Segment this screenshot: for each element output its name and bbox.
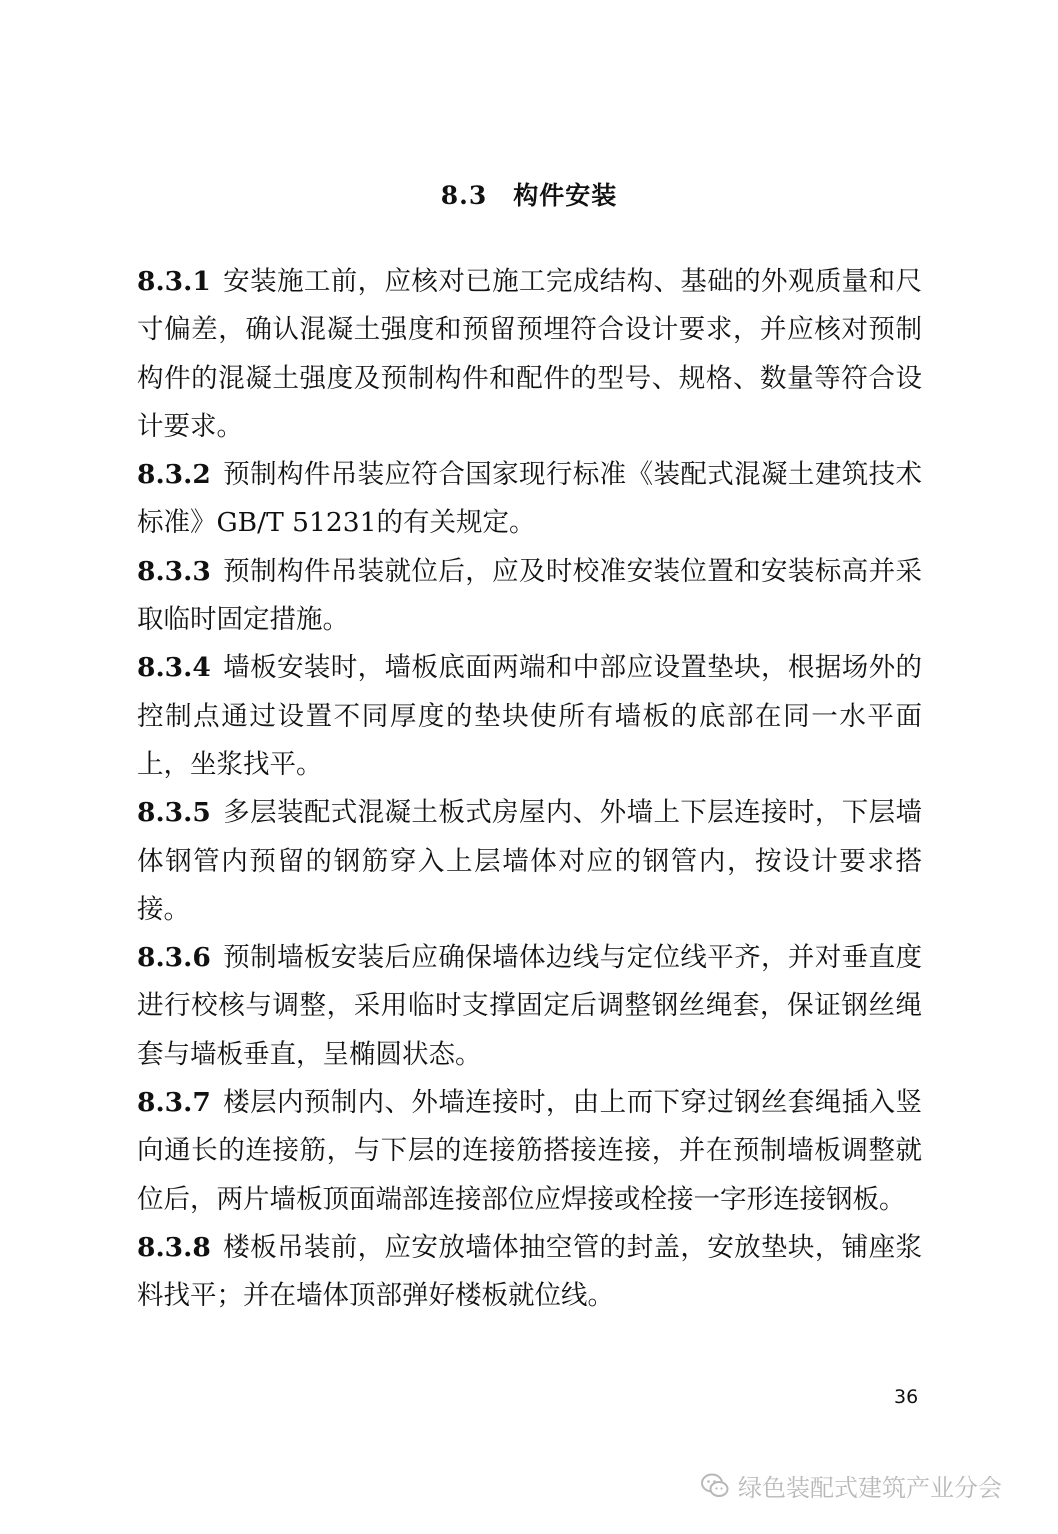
clause-number: 8.3.2 bbox=[137, 459, 211, 491]
clause-8-3-2 bbox=[137, 451, 922, 548]
clause-text: 安装施工前，应核对已施工完成结构、基础的外观质量和尺寸偏差，确认混凝土强度和预留预埋符合设计要求，并应核对预制构件的混凝土强度及预制构件和配件的型号、规格、数量等符合设计要求。 bbox=[137, 266, 922, 442]
section-heading bbox=[0, 176, 1058, 212]
clause-text: 预制墙板安装后应确保墙体边线与定位线平齐，并对垂直度进行校核与调整，采用临时支撑固定后调整钢丝绳套，保证钢丝绳套与墙板垂直，呈椭圆状态。 bbox=[137, 942, 922, 1070]
clause-number: 8.3.8 bbox=[137, 1231, 211, 1263]
clause-8-3-5 bbox=[137, 789, 922, 934]
clause-list bbox=[137, 258, 922, 1321]
clause-text: 楼层内预制内、外墙连接时，由上而下穿过钢丝套绳插入竖向通长的连接筋，与下层的连接筋搭接连接，并在预制墙板调整就位后，两片墙板顶面端部连接部位应焊接或栓接一字形连接钢板。 bbox=[137, 1087, 922, 1215]
clause-text: 预制构件吊装就位后，应及时校准安装位置和安装标高并采取临时固定措施。 bbox=[137, 555, 922, 636]
clause-text: 墙板安装时，墙板底面两端和中部应设置垫块，根据场外的控制点通过设置不同厚度的垫块使所有墙板的底部在同一水平面上，坐浆找平。 bbox=[137, 652, 922, 780]
clause-8-3-7 bbox=[137, 1079, 922, 1224]
watermark-text: 绿色装配式建筑产业分会 bbox=[738, 1474, 1002, 1502]
clause-number: 8.3.3 bbox=[137, 555, 211, 587]
clause-8-3-3 bbox=[137, 548, 922, 645]
page-number: 36 bbox=[894, 1386, 919, 1408]
clause-8-3-8 bbox=[137, 1224, 922, 1321]
section-number: 8.3 bbox=[440, 181, 488, 210]
clause-text: 预制构件吊装应符合国家现行标准《装配式混凝土建筑技术标准》GB/T 51231的有关规定。 bbox=[137, 459, 922, 539]
clause-number: 8.3.1 bbox=[137, 266, 211, 297]
clause-8-3-4 bbox=[137, 644, 922, 789]
watermark bbox=[700, 1468, 1002, 1503]
wechat-icon bbox=[700, 1471, 730, 1501]
clause-8-3-6 bbox=[137, 934, 922, 1079]
clause-number: 8.3.7 bbox=[137, 1087, 211, 1119]
clause-text: 多层装配式混凝土板式房屋内、外墙上下层连接时，下层墙体钢管内预留的钢筋穿入上层墙体对应的钢管内，按设计要求搭接。 bbox=[137, 797, 922, 925]
clause-number: 8.3.6 bbox=[137, 942, 211, 974]
clause-number: 8.3.4 bbox=[137, 652, 211, 684]
clause-text: 楼板吊装前，应安放墙体抽空管的封盖，安放垫块，铺座浆料找平；并在墙体顶部弹好楼板就位线。 bbox=[137, 1231, 922, 1312]
clause-8-3-1 bbox=[137, 258, 922, 451]
section-title: 构件安装 bbox=[513, 181, 618, 210]
clause-number: 8.3.5 bbox=[137, 797, 211, 829]
